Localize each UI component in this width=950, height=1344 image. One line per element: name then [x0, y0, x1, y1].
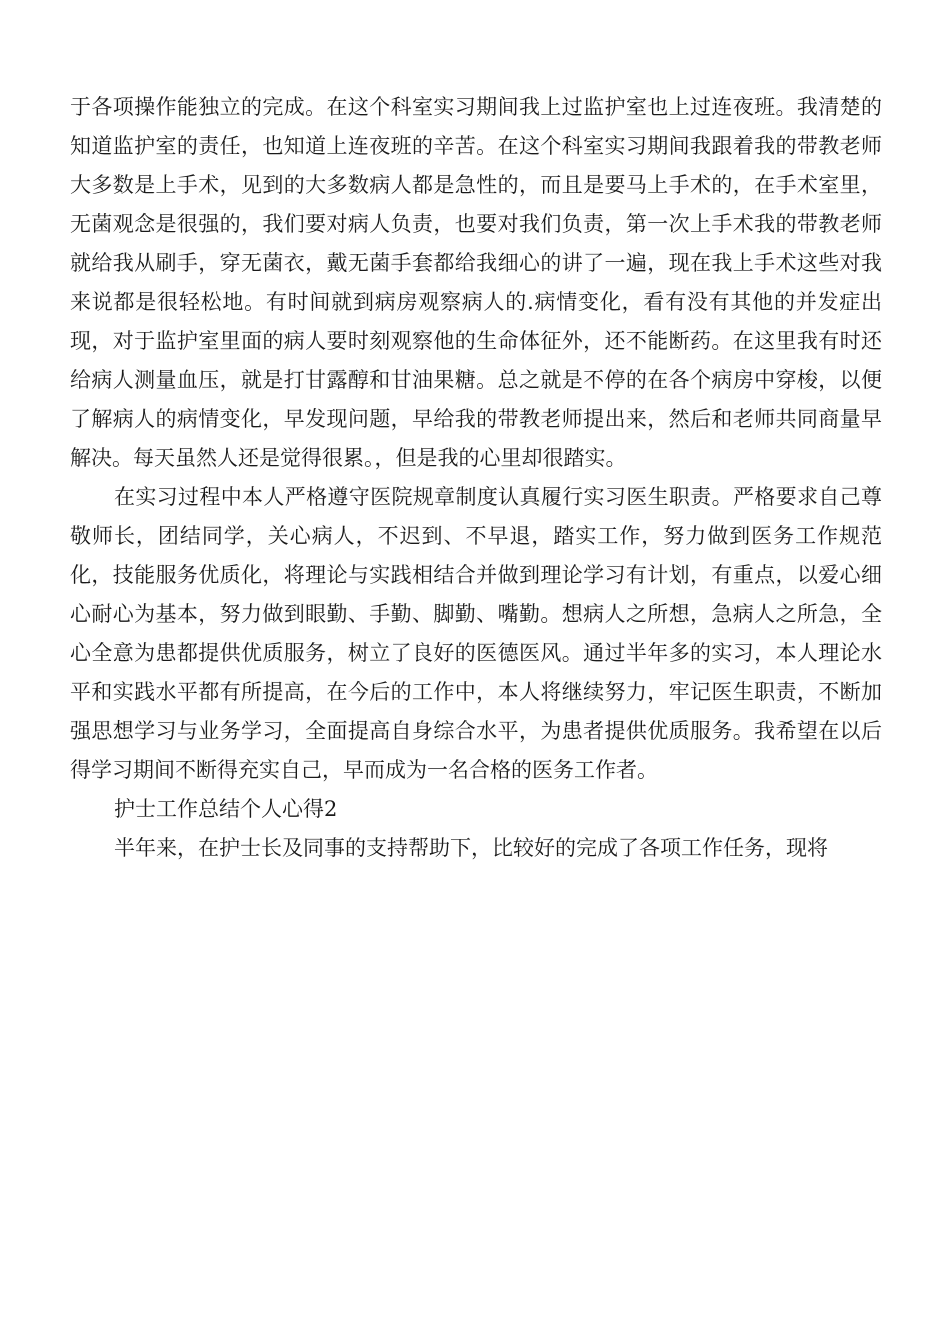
- paragraph-internship-conduct: 在实习过程中本人严格遵守医院规章制度认真履行实习医生职责。严格要求自己尊敬师长，团结同学，关心病人，不迟到、不早退，踏实工作，努力做到医务工作规范化，技能服务优质化，将理论与实践相结合并做到理论学习有计划，有重点，以爱心细心耐心为基本，努力做到眼勤、手勤、脚勤、嘴勤。想病人之所想，急病人之所急，全心全意为患都提供优质服务，树立了良好的医德医风。通过半年多的实习，本人理论水平和实践水平都有所提高，在今后的工作中，本人将继续努力，牢记医生职责，不断加强思想学习与业务学习，全面提高自身综合水平，为患者提供优质服务。我希望在以后得学习期间不断得充实自己，早而成为一名合格的医务工作者。: [70, 485, 882, 782]
- document-page: [70, 88, 882, 868]
- paragraph-half-year-summary: 半年来，在护士长及同事的支持帮助下，比较好的完成了各项工作任务，现将: [114, 836, 828, 860]
- section-heading: 护士工作总结个人心得2: [114, 797, 338, 821]
- paragraph-continuation: 于各项操作能独立的完成。在这个科室实习期间我上过监护室也上过连夜班。我清楚的知道监护室的责任，也知道上连夜班的辛苦。在这个科室实习期间我跟着我的带教老师大多数是上手术，见到的大多数病人都是急性的，而且是要马上手术的，在手术室里，无菌观念是很强的，我们要对病人负责，也要对我们负责，第一次上手术我的带教老师就给我从刷手，穿无菌衣，戴无菌手套都给我细心的讲了一遍，现在我上手术这些对我来说都是很轻松地。有时间就到病房观察病人的.病情变化，看有没有其他的并发症出现，对于监护室里面的病人要时刻观察他的生命体征外，还不能断药。在这里我有时还给病人测量血压，就是打甘露醇和甘油果糖。总之就是不停的在各个病房中穿梭，以便了解病人的病情变化，早发现问题，早给我的带教老师提出来，然后和老师共同商量早解决。每天虽然人还是觉得很累。，但是我的心里却很踏实。: [70, 95, 882, 470]
